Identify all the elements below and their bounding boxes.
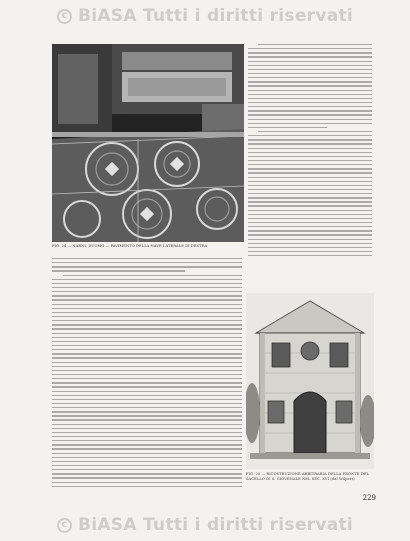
text-line — [248, 222, 372, 223]
text-line — [52, 324, 242, 325]
text-line — [52, 411, 242, 412]
text-line — [52, 328, 242, 329]
copyright-logo-icon: c — [57, 9, 72, 24]
text-line — [248, 185, 372, 186]
text-line — [248, 110, 372, 111]
text-line — [248, 114, 372, 115]
text-line — [52, 287, 242, 288]
text-line — [52, 349, 242, 350]
text-line — [52, 382, 242, 383]
text-line — [248, 48, 372, 49]
text-line — [52, 312, 242, 313]
text-line — [52, 374, 242, 375]
text-line — [52, 477, 242, 478]
text-line — [52, 407, 242, 408]
text-line — [248, 189, 372, 190]
watermark-top — [0, 3, 410, 29]
text-line — [248, 181, 372, 182]
text-line — [52, 279, 242, 280]
text-line — [258, 44, 372, 45]
watermark-top-text: BiASA Tutti i diritti riservati — [77, 6, 354, 26]
text-line — [52, 440, 242, 441]
text-line — [248, 226, 372, 227]
text-line — [248, 65, 372, 66]
text-line — [248, 90, 372, 91]
text-line — [52, 395, 242, 396]
text-line — [52, 295, 242, 296]
text-line — [52, 291, 242, 292]
text-line — [52, 378, 242, 379]
text-line — [52, 353, 242, 354]
text-line — [248, 98, 372, 99]
text-line — [52, 262, 242, 263]
text-line — [52, 444, 242, 445]
text-line — [248, 77, 372, 78]
figure-bottom-caption: FIG. 25 — RICOSTRUZIONE ARBITRARIA DELLA FRONTE DEL SACELLO DI S. GIOVENALE NEL SEC. XVI (dal Wilpert) — [246, 472, 369, 481]
text-line — [52, 337, 242, 338]
text-line — [52, 345, 242, 346]
text-line — [248, 156, 372, 157]
text-line — [52, 453, 242, 454]
text-line — [52, 304, 242, 305]
text-line — [52, 270, 185, 271]
text-line — [248, 234, 372, 235]
text-line — [52, 299, 242, 300]
text-line — [248, 81, 372, 82]
body-text-left-column — [52, 258, 242, 490]
text-line — [52, 419, 242, 420]
copyright-logo-icon: c — [57, 518, 72, 533]
figure-photo-floor-mosaic — [52, 44, 244, 242]
figure-drawing-chapel-facade — [246, 293, 374, 469]
text-line — [248, 73, 372, 74]
text-line — [248, 119, 372, 120]
text-line — [248, 218, 372, 219]
text-line — [248, 135, 372, 136]
text-line — [52, 436, 242, 437]
text-line — [248, 164, 372, 165]
text-line — [52, 283, 242, 284]
text-line — [258, 131, 372, 132]
text-line — [52, 266, 242, 267]
text-line — [52, 370, 242, 371]
text-line — [248, 152, 372, 153]
text-line — [248, 210, 372, 211]
text-line — [248, 160, 372, 161]
text-line — [52, 473, 242, 474]
text-line — [248, 127, 327, 128]
text-line — [248, 201, 372, 202]
text-line — [52, 362, 242, 363]
text-line — [52, 258, 242, 259]
watermark-bottom-text: BiASA Tutti i diritti riservati — [77, 515, 354, 535]
text-line — [52, 448, 242, 449]
text-line — [248, 61, 372, 62]
chapel-facade-drawing — [246, 293, 374, 469]
text-line — [52, 403, 242, 404]
text-line — [52, 366, 242, 367]
text-line — [52, 320, 242, 321]
text-line — [52, 316, 242, 317]
text-line — [52, 428, 242, 429]
text-line — [248, 69, 372, 70]
text-line — [248, 255, 372, 256]
text-line — [248, 177, 372, 178]
text-line — [52, 399, 242, 400]
text-line — [248, 205, 372, 206]
text-line — [248, 193, 372, 194]
text-line — [248, 251, 372, 252]
text-line — [248, 56, 372, 57]
watermark-bottom — [0, 512, 410, 538]
text-line — [248, 168, 372, 169]
text-line — [248, 94, 372, 95]
text-line — [52, 457, 242, 458]
figure-top-caption: FIG. 24 — NARNI, DUOMO — PAVIMENTO DELLA NAVE LATERALE DI DESTRA — [52, 244, 208, 248]
text-line — [248, 143, 372, 144]
text-line — [52, 482, 242, 483]
text-line — [52, 333, 242, 334]
text-line — [248, 243, 372, 244]
text-line — [52, 415, 242, 416]
text-line — [52, 461, 242, 462]
text-line — [248, 148, 372, 149]
text-line — [52, 432, 242, 433]
text-line — [52, 308, 242, 309]
text-line — [248, 214, 372, 215]
text-line — [248, 230, 372, 231]
text-line — [52, 391, 242, 392]
text-line — [248, 172, 372, 173]
text-line — [52, 424, 242, 425]
text-line — [248, 106, 372, 107]
text-line — [52, 386, 242, 387]
text-line — [248, 247, 372, 248]
text-line — [248, 102, 372, 103]
text-line — [52, 486, 242, 487]
text-line — [52, 469, 242, 470]
text-line — [248, 197, 372, 198]
text-line — [248, 123, 372, 124]
body-text-right-column — [248, 44, 372, 259]
text-line — [248, 139, 372, 140]
text-line — [248, 85, 372, 86]
page-number: 229 — [362, 494, 376, 502]
text-line — [248, 239, 372, 240]
mosaic-floor-image — [52, 44, 244, 242]
text-line — [52, 357, 242, 358]
text-line — [63, 275, 242, 276]
text-line — [52, 341, 242, 342]
text-line — [248, 52, 372, 53]
text-line — [52, 465, 242, 466]
